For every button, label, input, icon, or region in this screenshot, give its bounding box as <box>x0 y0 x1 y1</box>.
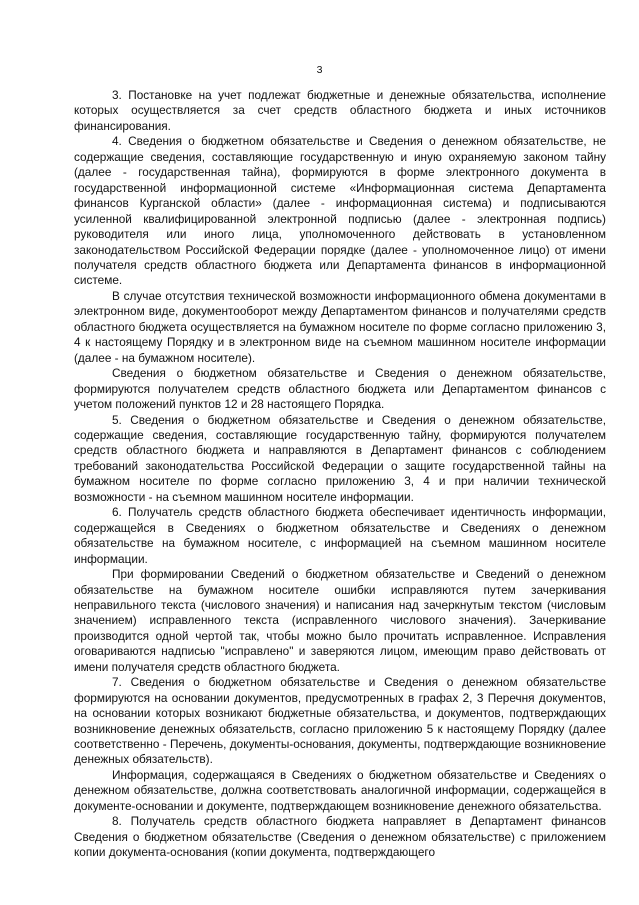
paragraph-no-technical-possibility: В случае отсутствия технической возможности информационного обмена документами в электронном виде, документооборот между Департаментом финансов и получателями средств областного бюджета осуществляется на бумажном носителе по форме согласно приложению 3, 4 к настоящему Порядку и в электронном виде на съемном машинном носителе информации (далее - на бумажном носителе). <box>74 288 606 365</box>
paragraph-corrections: При формировании Сведений о бюджетном обязательстве и Сведений о денежном обязательстве на бумажном носителе ошибки исправляются путем зачеркивания неправильного текста (числового значения) и написания над зачеркнутым текстом (числовым значением) исправленного текста (исправленного числового значения). Зачеркивание производится одной чертой так, чтобы можно было прочитать исправленное. Исправления оговариваются надписью "исправлено" и заверяются лицом, имеющим право действовать от имени получателя средств областного бюджета. <box>74 567 606 674</box>
paragraph-clause-7: 7. Сведения о бюджетном обязательстве и Сведения о денежном обязательстве формируются на основании документов, предусмотренных в графах 2, 3 Перечня документов, на основании которых возникают бюджетные обязательства, и документов, подтверждающих возникновение денежных обязательств, согласно приложению 5 к настоящему Порядку (далее соответственно - Перечень, документы-основания, документы, подтверждающие возникновение денежных обязательств). <box>74 675 606 767</box>
paragraph-clause-8: 8. Получатель средств областного бюджета направляет в Департамент финансов Сведения о бюджетном обязательстве (Сведения о денежном обязательстве) с приложением копии документа-основания (копии документа, подтверждающего <box>74 814 606 860</box>
paragraph-clause-4: 4. Сведения о бюджетном обязательстве и Сведения о денежном обязательстве, не содержащие сведения, составляющие государственную и иную охраняемую законом тайну (далее - государственная тайна), формируются в форме электронного документа в государственной информационной системе «Информационная система Департамента финансов Курганской области» (далее - информационная система) и подписываются усиленной квалифицированной электронной подписью (далее - электронная подпись) руководителя или иного лица, уполномоченного действовать в установленном законодательством Российской Федерации порядке (далее - уполномоченное лицо) от имени получателя средств областного бюджета или Департамента финансов в информационной системе. <box>74 134 606 288</box>
page-number: 3 <box>316 64 323 76</box>
paragraph-information-match: Информация, содержащаяся в Сведениях о бюджетном обязательстве и Сведениях о денежном обязательстве, должна соответствовать аналогичной информации, содержащейся в документе-основании и документе, подтверждающем возникновение денежного обязательства. <box>74 767 606 813</box>
paragraph-clause-3: 3. Постановке на учет подлежат бюджетные и денежные обязательства, исполнение которых осуществляется за счет средств областного бюджета и иных источников финансирования. <box>74 88 606 133</box>
paragraph-clause-6: 6. Получатель средств областного бюджета обеспечивает идентичность информации, содержащейся в Сведениях о бюджетном обязательстве и Сведениях о денежном обязательстве на бумажном носителе, с информацией на съемном машинном носителе информации. <box>74 505 606 566</box>
document-body <box>74 88 606 861</box>
paragraph-formation: Сведения о бюджетном обязательстве и Сведения о денежном обязательстве, формируются получателем средств областного бюджета или Департаментом финансов с учетом положений пунктов 12 и 28 настоящего Порядка. <box>74 366 606 412</box>
paragraph-clause-5: 5. Сведения о бюджетном обязательстве и Сведения о денежном обязательстве, содержащие сведения, составляющие государственную тайну, формируются получателем средств областного бюджета и направляются в Департамент финансов с соблюдением требований законодательства Российской Федерации о защите государственной тайны на бумажном носителе по форме согласно приложению 3, 4 и при наличии технической возможности - на съемном машинном носителе информации. <box>74 412 606 504</box>
